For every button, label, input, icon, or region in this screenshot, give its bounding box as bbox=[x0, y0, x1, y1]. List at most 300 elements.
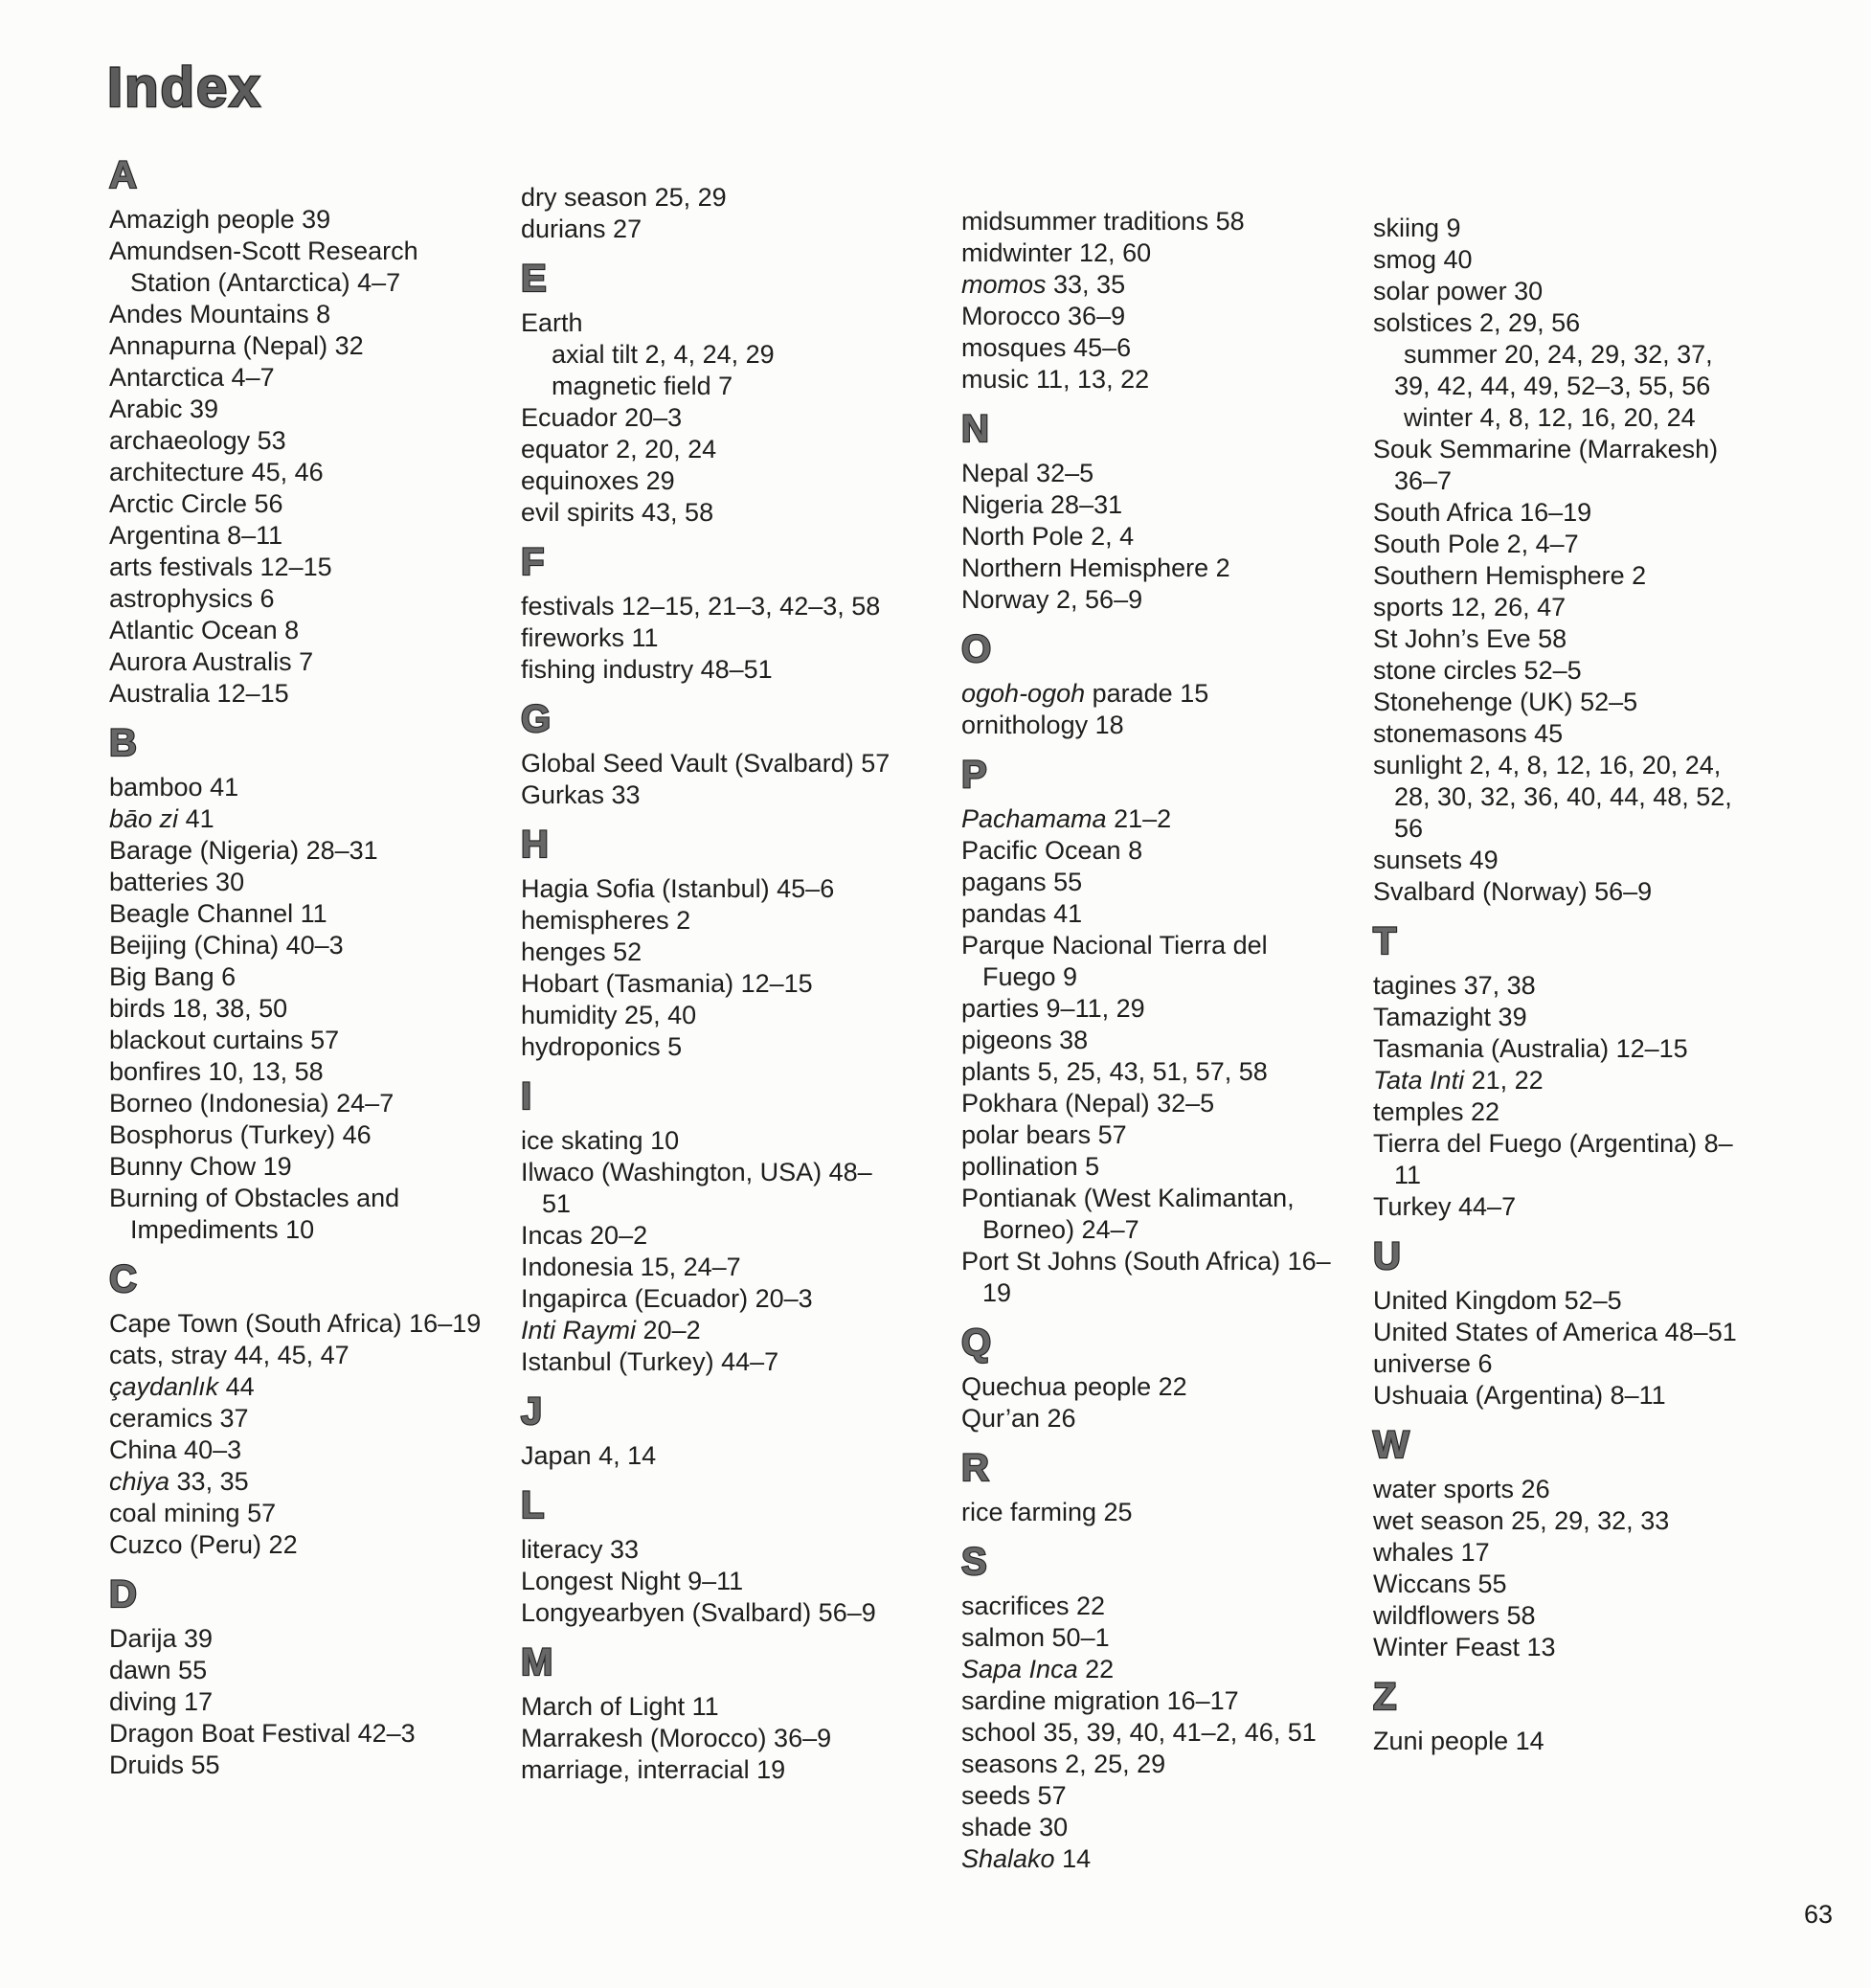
entry-text: Barage (Nigeria) 28–31 bbox=[109, 836, 378, 865]
index-entry bbox=[109, 1750, 485, 1781]
index-entry bbox=[109, 1119, 485, 1151]
index-entry bbox=[109, 1088, 485, 1119]
index-entry bbox=[109, 1183, 485, 1246]
entry-text: China 40–3 bbox=[109, 1435, 242, 1464]
entry-text: water sports 26 bbox=[1373, 1475, 1550, 1503]
section-heading-S: S bbox=[961, 1541, 988, 1583]
index-entry bbox=[961, 835, 1337, 867]
index-entry bbox=[521, 1031, 896, 1063]
index-entry bbox=[109, 678, 485, 710]
index-entry bbox=[521, 873, 896, 905]
index-entry bbox=[109, 1623, 485, 1655]
section-heading-W: W bbox=[1373, 1424, 1410, 1466]
entry-text: Hagia Sofia (Istanbul) 45–6 bbox=[521, 874, 835, 903]
index-entry bbox=[961, 269, 1337, 301]
index-entry bbox=[521, 434, 896, 465]
entry-text: bāo zi bbox=[109, 804, 179, 833]
entry-text: United States of America 48–51 bbox=[1373, 1318, 1737, 1346]
entry-text: sacrifices 22 bbox=[961, 1592, 1106, 1620]
entry-text: 33, 35 bbox=[1046, 270, 1126, 299]
entry-text: literacy 33 bbox=[521, 1535, 640, 1564]
entry-text: 21, 22 bbox=[1464, 1066, 1544, 1095]
section-heading-P: P bbox=[961, 754, 988, 796]
entry-text: Pokhara (Nepal) 32–5 bbox=[961, 1089, 1215, 1118]
index-entry bbox=[521, 1723, 896, 1754]
entry-text: Ingapirca (Ecuador) 20–3 bbox=[521, 1284, 813, 1313]
index-entry bbox=[1373, 529, 1748, 560]
index-entry bbox=[109, 646, 485, 678]
index-entry bbox=[109, 1686, 485, 1718]
index-entry bbox=[521, 622, 896, 654]
index-entry bbox=[961, 1654, 1337, 1685]
entry-text: bamboo 41 bbox=[109, 773, 239, 802]
index-entry bbox=[1373, 307, 1748, 339]
index-entry bbox=[1373, 845, 1748, 876]
entry-text: United Kingdom 52–5 bbox=[1373, 1286, 1622, 1315]
index-entry bbox=[109, 772, 485, 803]
entry-text: solar power 30 bbox=[1373, 277, 1544, 305]
entry-text: Atlantic Ocean 8 bbox=[109, 616, 300, 644]
index-entry bbox=[109, 1655, 485, 1686]
entry-text: ogoh-ogoh bbox=[961, 679, 1086, 708]
index-entry bbox=[1373, 1632, 1748, 1663]
entry-text: Tierra del Fuego (Argentina) 8–11 bbox=[1373, 1129, 1733, 1189]
entry-text: Arabic 39 bbox=[109, 395, 219, 423]
entry-text: wildflowers 58 bbox=[1373, 1601, 1536, 1630]
entry-text: Istanbul (Turkey) 44–7 bbox=[521, 1347, 779, 1376]
entry-text: Longyearbyen (Svalbard) 56–9 bbox=[521, 1598, 876, 1627]
index-entry bbox=[1373, 718, 1748, 750]
entry-text: Zuni people 14 bbox=[1373, 1727, 1544, 1755]
entry-text: diving 17 bbox=[109, 1687, 214, 1716]
entry-text: 20–2 bbox=[636, 1316, 701, 1344]
entry-text: tagines 37, 38 bbox=[1373, 971, 1536, 1000]
entry-text: architecture 45, 46 bbox=[109, 458, 324, 486]
section-heading-A: A bbox=[109, 154, 138, 196]
entry-text: Souk Semmarine (Marrakesh) 36–7 bbox=[1373, 435, 1719, 495]
index-entry bbox=[521, 402, 896, 434]
section-heading-N: N bbox=[961, 408, 990, 450]
index-entry bbox=[521, 1157, 896, 1220]
index-entry bbox=[109, 362, 485, 394]
index-entry bbox=[521, 182, 896, 214]
index-entry bbox=[521, 1534, 896, 1566]
entry-text: Morocco 36–9 bbox=[961, 302, 1126, 330]
index-entry bbox=[961, 1403, 1337, 1435]
index-entry bbox=[109, 1151, 485, 1183]
entry-text: Amundsen-Scott Research Station (Antarctica) 4–7 bbox=[109, 237, 418, 297]
entry-text: winter 4, 8, 12, 16, 20, 24 bbox=[1404, 403, 1696, 432]
entry-text: Beijing (China) 40–3 bbox=[109, 931, 344, 960]
index-entry bbox=[521, 497, 896, 529]
index-entry bbox=[961, 1056, 1337, 1088]
entry-text: hemispheres 2 bbox=[521, 906, 691, 935]
entry-text: Dragon Boat Festival 42–3 bbox=[109, 1719, 416, 1748]
entry-text: rice farming 25 bbox=[961, 1498, 1133, 1526]
index-entry bbox=[521, 1283, 896, 1315]
index-column bbox=[961, 206, 1337, 1875]
entry-text: dry season 25, 29 bbox=[521, 183, 727, 212]
entry-text: Borneo (Indonesia) 24–7 bbox=[109, 1089, 394, 1118]
index-entry bbox=[1373, 1380, 1748, 1412]
index-entry bbox=[961, 1749, 1337, 1780]
entry-text: Gurkas 33 bbox=[521, 780, 641, 809]
section-heading-C: C bbox=[109, 1258, 138, 1300]
index-entry bbox=[961, 1119, 1337, 1151]
entry-text: bonfires 10, 13, 58 bbox=[109, 1057, 324, 1086]
index-entry bbox=[961, 364, 1337, 395]
entry-text: Incas 20–2 bbox=[521, 1221, 648, 1250]
entry-text: pagans 55 bbox=[961, 868, 1083, 896]
index-entry bbox=[109, 299, 485, 330]
index-entry bbox=[961, 1622, 1337, 1654]
entry-text: chiya bbox=[109, 1467, 170, 1496]
index-column bbox=[521, 182, 896, 1786]
index-column bbox=[109, 142, 485, 1781]
entry-text: solstices 2, 29, 56 bbox=[1373, 308, 1581, 337]
index-entry bbox=[1373, 434, 1748, 497]
index-entry bbox=[109, 835, 485, 867]
entry-text: seasons 2, 25, 29 bbox=[961, 1750, 1166, 1778]
entry-text: Bosphorus (Turkey) 46 bbox=[109, 1120, 372, 1149]
index-entry bbox=[961, 1843, 1337, 1875]
index-entry bbox=[961, 1812, 1337, 1843]
entry-text: Nepal 32–5 bbox=[961, 459, 1094, 487]
index-entry bbox=[109, 1340, 485, 1371]
index-entry bbox=[1373, 560, 1748, 592]
index-entry bbox=[961, 1591, 1337, 1622]
entry-text: Winter Feast 13 bbox=[1373, 1633, 1556, 1661]
entry-text: Marrakesh (Morocco) 36–9 bbox=[521, 1724, 832, 1752]
section-heading-T: T bbox=[1373, 920, 1398, 962]
entry-text: birds 18, 38, 50 bbox=[109, 994, 288, 1023]
index-entry bbox=[961, 1151, 1337, 1183]
entry-text: 22 bbox=[1077, 1655, 1115, 1683]
entry-text: Shalako bbox=[961, 1844, 1055, 1873]
entry-text: Longest Night 9–11 bbox=[521, 1567, 744, 1595]
section-heading-H: H bbox=[521, 824, 550, 866]
entry-text: henges 52 bbox=[521, 938, 642, 966]
entry-text: Pontianak (West Kalimantan, Borneo) 24–7 bbox=[961, 1184, 1295, 1244]
index-entry bbox=[1373, 244, 1748, 276]
index-entry bbox=[109, 615, 485, 646]
index-entry bbox=[961, 1717, 1337, 1749]
index-entry bbox=[1373, 213, 1748, 244]
index-entry bbox=[1373, 1096, 1748, 1128]
entry-text: fireworks 11 bbox=[521, 623, 659, 652]
entry-text: music 11, 13, 22 bbox=[961, 365, 1150, 394]
entry-text: polar bears 57 bbox=[961, 1120, 1127, 1149]
entry-text: blackout curtains 57 bbox=[109, 1026, 340, 1054]
section-heading-J: J bbox=[521, 1390, 544, 1433]
index-entry bbox=[109, 1025, 485, 1056]
entry-text: Nigeria 28–31 bbox=[961, 490, 1123, 519]
index-entry bbox=[961, 584, 1337, 616]
entry-text: sardine migration 16–17 bbox=[961, 1686, 1239, 1715]
index-entry bbox=[521, 654, 896, 686]
index-entry bbox=[521, 1220, 896, 1252]
entry-text: Japan 4, 14 bbox=[521, 1441, 657, 1470]
section-heading-B: B bbox=[109, 722, 138, 764]
index-entry bbox=[961, 1025, 1337, 1056]
index-entry bbox=[109, 930, 485, 961]
entry-text: ice skating 10 bbox=[521, 1126, 680, 1155]
entry-text: skiing 9 bbox=[1373, 214, 1461, 242]
entry-text: 33, 35 bbox=[169, 1467, 249, 1496]
entry-text: batteries 30 bbox=[109, 868, 245, 896]
index-entry bbox=[109, 488, 485, 520]
index-entry bbox=[961, 1246, 1337, 1309]
entry-text: pandas 41 bbox=[961, 899, 1083, 928]
entry-text: Burning of Obstacles and Impediments 10 bbox=[109, 1184, 400, 1244]
index-entry bbox=[109, 394, 485, 425]
entry-text: parties 9–11, 29 bbox=[961, 994, 1145, 1023]
entry-text: fishing industry 48–51 bbox=[521, 655, 773, 684]
entry-text: Annapurna (Nepal) 32 bbox=[109, 331, 364, 360]
entry-text: Global Seed Vault (Svalbard) 57 bbox=[521, 749, 890, 778]
entry-text: 44 bbox=[218, 1372, 255, 1401]
section-heading-O: O bbox=[961, 628, 993, 670]
index-entry bbox=[521, 968, 896, 1000]
index-entry bbox=[521, 1754, 896, 1786]
section-heading-G: G bbox=[521, 698, 552, 740]
index-entry bbox=[1373, 1065, 1748, 1096]
index-entry bbox=[961, 332, 1337, 364]
index-entry bbox=[1373, 876, 1748, 908]
index-entry bbox=[109, 1435, 485, 1466]
section-heading-Q: Q bbox=[961, 1322, 993, 1364]
index-entry bbox=[109, 236, 485, 299]
index-entry bbox=[1373, 1569, 1748, 1600]
entry-text: Australia 12–15 bbox=[109, 679, 289, 708]
entry-text: Indonesia 15, 24–7 bbox=[521, 1253, 741, 1281]
index-entry bbox=[961, 553, 1337, 584]
entry-text: summer 20, 24, 29, 32, 37, 39, 42, 44, 49, 52–3, 55, 56 bbox=[1394, 340, 1713, 400]
section-heading-E: E bbox=[521, 258, 548, 300]
index-entry bbox=[961, 1685, 1337, 1717]
index-entry bbox=[1373, 1128, 1748, 1191]
index-subentry bbox=[521, 371, 896, 402]
index-entry bbox=[109, 1056, 485, 1088]
entry-text: Aurora Australis 7 bbox=[109, 647, 314, 676]
index-entry bbox=[961, 993, 1337, 1025]
index-entry bbox=[961, 678, 1337, 710]
index-entry bbox=[109, 961, 485, 993]
entry-text: South Africa 16–19 bbox=[1373, 498, 1592, 527]
entry-text: coal mining 57 bbox=[109, 1499, 277, 1527]
entry-text: pigeons 38 bbox=[961, 1026, 1089, 1054]
index-entry bbox=[1373, 1002, 1748, 1033]
index-entry bbox=[1373, 1191, 1748, 1223]
entry-text: temples 22 bbox=[1373, 1097, 1500, 1126]
entry-text: Wiccans 55 bbox=[1373, 1570, 1507, 1598]
entry-text: smog 40 bbox=[1373, 245, 1473, 274]
entry-text: ornithology 18 bbox=[961, 711, 1124, 739]
entry-text: Ecuador 20–3 bbox=[521, 403, 683, 432]
entry-text: St John’s Eve 58 bbox=[1373, 624, 1567, 653]
page-title: Index bbox=[107, 56, 262, 119]
index-entry bbox=[1373, 1537, 1748, 1569]
entry-text: dawn 55 bbox=[109, 1656, 208, 1684]
entry-text: Druids 55 bbox=[109, 1751, 220, 1779]
entry-text: equator 2, 20, 24 bbox=[521, 435, 717, 463]
index-entry bbox=[521, 1315, 896, 1346]
entry-text: South Pole 2, 4–7 bbox=[1373, 530, 1579, 558]
entry-text: wet season 25, 29, 32, 33 bbox=[1373, 1506, 1670, 1535]
index-entry bbox=[1373, 497, 1748, 529]
entry-text: Southern Hemisphere 2 bbox=[1373, 561, 1647, 590]
index-entry bbox=[109, 552, 485, 583]
entry-text: evil spirits 43, 58 bbox=[521, 498, 714, 527]
index-entry bbox=[1373, 1600, 1748, 1632]
index-entry bbox=[521, 214, 896, 245]
entry-text: equinoxes 29 bbox=[521, 466, 675, 495]
entry-text: plants 5, 25, 43, 51, 57, 58 bbox=[961, 1057, 1268, 1086]
entry-text: Pacific Ocean 8 bbox=[961, 836, 1143, 865]
section-heading-Z: Z bbox=[1373, 1676, 1398, 1718]
section-heading-U: U bbox=[1373, 1235, 1402, 1277]
index-entry bbox=[109, 898, 485, 930]
index-entry bbox=[961, 710, 1337, 741]
index-entry bbox=[521, 1566, 896, 1597]
entry-text: arts festivals 12–15 bbox=[109, 553, 332, 581]
index-subentry bbox=[521, 339, 896, 371]
index-entry bbox=[109, 1718, 485, 1750]
entry-text: stonemasons 45 bbox=[1373, 719, 1564, 748]
index-entry bbox=[1373, 1285, 1748, 1317]
index-entry bbox=[109, 204, 485, 236]
entry-text: sports 12, 26, 47 bbox=[1373, 593, 1567, 621]
index-entry bbox=[109, 1308, 485, 1340]
index-entry bbox=[521, 1691, 896, 1723]
entry-text: Quechua people 22 bbox=[961, 1372, 1187, 1401]
entry-text: Turkey 44–7 bbox=[1373, 1192, 1517, 1221]
index-entry bbox=[961, 867, 1337, 898]
index-entry bbox=[521, 1000, 896, 1031]
entry-text: Cuzco (Peru) 22 bbox=[109, 1530, 298, 1559]
index-entry bbox=[961, 1088, 1337, 1119]
entry-text: sunlight 2, 4, 8, 12, 16, 20, 24, 28, 30, 32, 36, 40, 44, 48, 52, 56 bbox=[1373, 751, 1732, 843]
index-entry bbox=[109, 583, 485, 615]
index-entry bbox=[521, 1252, 896, 1283]
entry-text: North Pole 2, 4 bbox=[961, 522, 1135, 551]
index-subentry bbox=[1373, 402, 1748, 434]
entry-text: midsummer traditions 58 bbox=[961, 207, 1245, 236]
entry-text: parade 15 bbox=[1085, 679, 1209, 708]
section-heading-L: L bbox=[521, 1484, 546, 1526]
entry-text: Port St Johns (South Africa) 16–19 bbox=[961, 1247, 1331, 1307]
index-entry bbox=[961, 1183, 1337, 1246]
index-entry bbox=[109, 803, 485, 835]
entry-text: hydroponics 5 bbox=[521, 1032, 683, 1061]
index-entry bbox=[1373, 592, 1748, 623]
entry-text: pollination 5 bbox=[961, 1152, 1100, 1181]
index-entry bbox=[1373, 1726, 1748, 1757]
entry-text: humidity 25, 40 bbox=[521, 1001, 697, 1029]
entry-text: March of Light 11 bbox=[521, 1692, 719, 1721]
entry-text: Amazigh people 39 bbox=[109, 205, 331, 234]
entry-text: magnetic field 7 bbox=[552, 372, 733, 400]
entry-text: 21–2 bbox=[1106, 804, 1172, 833]
entry-text: astrophysics 6 bbox=[109, 584, 275, 613]
entry-text: Ushuaia (Argentina) 8–11 bbox=[1373, 1381, 1666, 1410]
index-subentry bbox=[1373, 339, 1748, 402]
index-entry bbox=[521, 307, 896, 339]
index-entry bbox=[109, 520, 485, 552]
entry-text: archaeology 53 bbox=[109, 426, 286, 455]
entry-text: axial tilt 2, 4, 24, 29 bbox=[552, 340, 775, 369]
entry-text: midwinter 12, 60 bbox=[961, 238, 1152, 267]
index-entry bbox=[1373, 623, 1748, 655]
entry-text: universe 6 bbox=[1373, 1349, 1493, 1378]
index-entry bbox=[1373, 1348, 1748, 1380]
index-entry bbox=[109, 993, 485, 1025]
index-entry bbox=[109, 1498, 485, 1529]
index-entry bbox=[961, 1497, 1337, 1528]
entry-text: Ilwaco (Washington, USA) 48–51 bbox=[521, 1158, 872, 1218]
index-entry bbox=[109, 1529, 485, 1561]
index-entry bbox=[521, 748, 896, 779]
index-entry bbox=[1373, 1474, 1748, 1505]
index-entry bbox=[961, 1371, 1337, 1403]
entry-text: Northern Hemisphere 2 bbox=[961, 553, 1230, 582]
entry-text: festivals 12–15, 21–3, 42–3, 58 bbox=[521, 592, 881, 621]
section-heading-I: I bbox=[521, 1075, 533, 1118]
index-entry bbox=[961, 521, 1337, 553]
entry-text: Big Bang 6 bbox=[109, 962, 237, 991]
entry-text: Bunny Chow 19 bbox=[109, 1152, 292, 1181]
entry-text: whales 17 bbox=[1373, 1538, 1490, 1567]
entry-text: marriage, interracial 19 bbox=[521, 1755, 786, 1784]
index-entry bbox=[109, 1403, 485, 1435]
entry-text: durians 27 bbox=[521, 215, 642, 243]
entry-text: shade 30 bbox=[961, 1813, 1069, 1841]
entry-text: Argentina 8–11 bbox=[109, 521, 283, 550]
index-entry bbox=[521, 1125, 896, 1157]
index-entry bbox=[1373, 1317, 1748, 1348]
entry-text: Parque Nacional Tierra del Fuego 9 bbox=[961, 931, 1268, 991]
index-entry bbox=[109, 330, 485, 362]
entry-text: salmon 50–1 bbox=[961, 1623, 1110, 1652]
entry-text: Andes Mountains 8 bbox=[109, 300, 331, 328]
page-number: 63 bbox=[1804, 1900, 1834, 1929]
section-heading-M: M bbox=[521, 1641, 554, 1683]
index-entry bbox=[1373, 1033, 1748, 1065]
index-entry bbox=[521, 1346, 896, 1378]
entry-text: sunsets 49 bbox=[1373, 846, 1499, 874]
entry-text: ceramics 37 bbox=[109, 1404, 249, 1433]
entry-text: Tamazight 39 bbox=[1373, 1003, 1527, 1031]
entry-text: Beagle Channel 11 bbox=[109, 899, 327, 928]
entry-text: Inti Raymi bbox=[521, 1316, 637, 1344]
entry-text: Qur’an 26 bbox=[961, 1404, 1076, 1433]
index-entry bbox=[961, 206, 1337, 237]
entry-text: Stonehenge (UK) 52–5 bbox=[1373, 688, 1638, 716]
entry-text: Antarctica 4–7 bbox=[109, 363, 275, 392]
index-column bbox=[1373, 213, 1748, 1757]
index-entry bbox=[1373, 655, 1748, 687]
entry-text: Svalbard (Norway) 56–9 bbox=[1373, 877, 1653, 906]
index-entry bbox=[1373, 970, 1748, 1002]
index-entry bbox=[961, 458, 1337, 489]
entry-text: çaydanlık bbox=[109, 1372, 219, 1401]
entry-text: mosques 45–6 bbox=[961, 333, 1132, 362]
index-entry bbox=[1373, 276, 1748, 307]
entry-text: cats, stray 44, 45, 47 bbox=[109, 1341, 349, 1369]
section-heading-R: R bbox=[961, 1447, 990, 1489]
entry-text: stone circles 52–5 bbox=[1373, 656, 1582, 685]
section-heading-D: D bbox=[109, 1573, 138, 1615]
